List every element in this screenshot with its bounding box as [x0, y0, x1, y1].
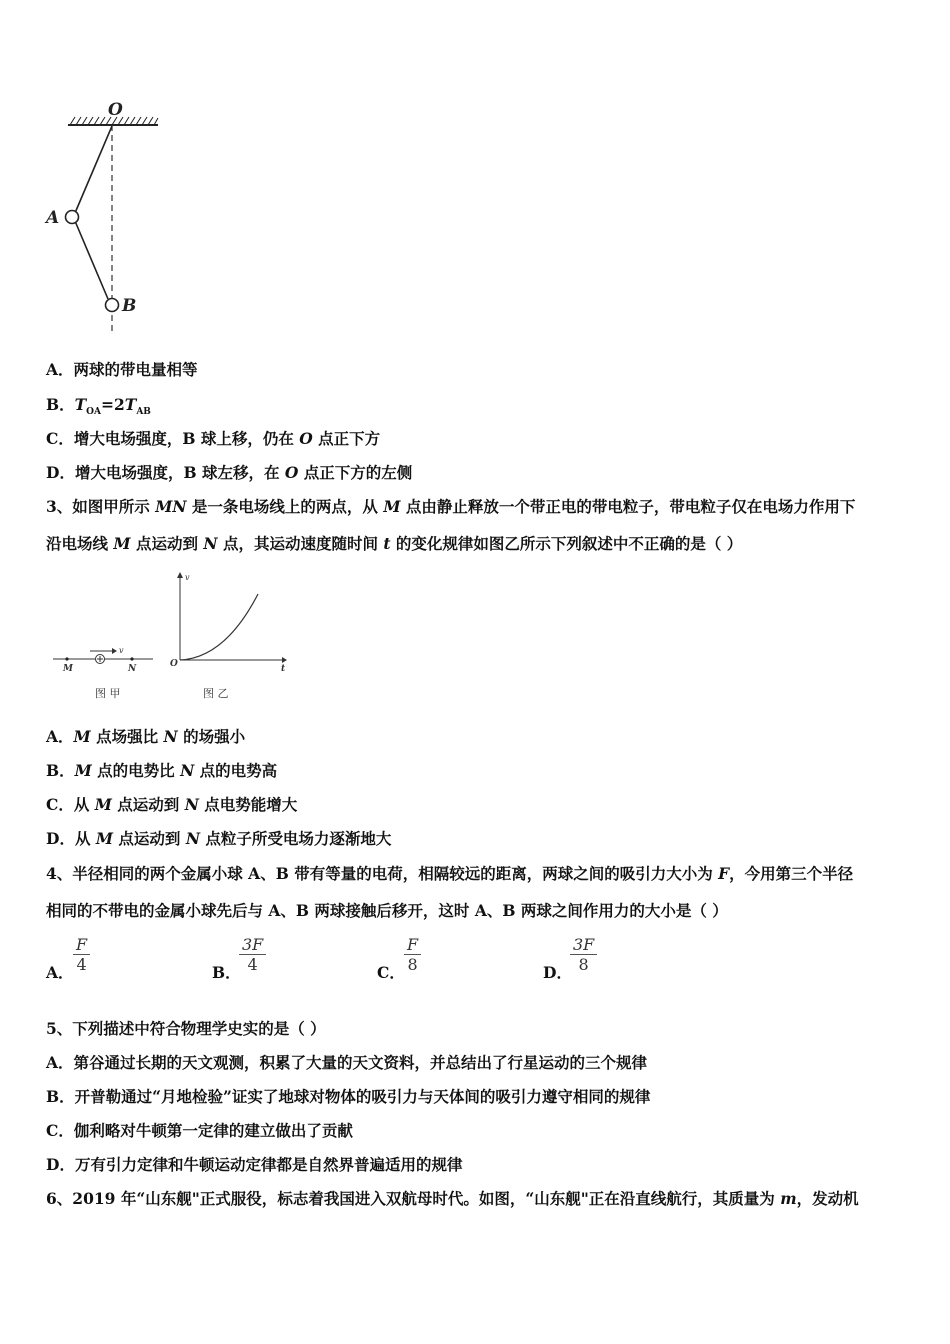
q2-option-b — [46, 395, 151, 422]
q5-stem: 5、下列描述中符合物理学史实的是（ ） — [46, 1019, 326, 1038]
label-b: B — [122, 296, 137, 316]
q2-d-o: O — [284, 463, 299, 482]
q4-option-a-label: A． — [46, 963, 74, 982]
q2-c-post: 点正下方 — [312, 429, 381, 448]
q3-c-2: 点运动到 — [111, 795, 185, 814]
q6-post: ，发动机 — [796, 1189, 859, 1208]
yi-label-t: t — [281, 664, 286, 674]
q2-c-pre: C．增大电场强度，B 球上移，仍在 — [46, 429, 300, 448]
q4-a-den: 4 — [76, 955, 87, 974]
jia-label-n: N — [128, 664, 137, 674]
q3-d-2: 点运动到 — [113, 829, 186, 848]
q3-l2-n: N — [203, 534, 218, 553]
q2-b-prefix: B． — [46, 395, 75, 414]
q3-option-a — [46, 727, 245, 747]
q3-b-1: M — [74, 761, 92, 780]
q6-pre: 6、2019 年“山东舰"正式服役，标志着我国进入双航母时代。如图，“山东舰"正在沿直线航行，其质量为 — [46, 1189, 781, 1208]
q3-option-b — [46, 761, 277, 781]
q3-b-0: B． — [46, 761, 75, 780]
q4-stem-line2: 相同的不带电的金属小球先后与 A、B 两球接触后移开，这时 A、B 两球之间作用力的大小是（ ） — [46, 901, 728, 920]
q3-a-0: A． — [46, 727, 74, 746]
q2-option-a: A．两球的带电量相等 — [46, 360, 198, 379]
q3-option-d — [46, 829, 391, 849]
yi-label-v: v — [185, 573, 190, 582]
q6-m: m — [780, 1189, 797, 1208]
q2-b-sub2: AB — [136, 407, 151, 418]
q4-b-num: 3F — [239, 935, 266, 955]
figure-yi — [165, 568, 290, 705]
q3-stem-line2 — [46, 534, 742, 554]
q3-d-3: N — [185, 829, 200, 848]
label-o: O — [108, 100, 123, 120]
q4-d-num: 3F — [570, 935, 597, 955]
q3-l2-mid: 点运动到 — [130, 534, 204, 553]
q3-b-3: N — [180, 761, 195, 780]
q4-l1-f: F — [718, 864, 730, 883]
q3-a-2: 点场强比 — [90, 727, 164, 746]
q3-d-1: M — [95, 829, 114, 848]
q4-l1-pre: 4、半径相同的两个金属小球 A、B 带有等量的电荷，相隔较远的距离，两球之间的吸引力大小为 — [46, 864, 719, 883]
q3-l2-m: M — [113, 534, 131, 553]
yi-label-o: O — [170, 659, 178, 669]
jia-label-m: M — [63, 664, 73, 674]
q4-a-num: F — [73, 935, 90, 955]
q3-c-4: 点电势能增大 — [198, 795, 298, 814]
q4-option-b-label: B． — [212, 963, 241, 982]
q2-option-d — [46, 463, 412, 483]
q4-c-den: 8 — [407, 955, 418, 974]
q2-d-post: 点正下方的左侧 — [298, 463, 413, 482]
q3-a-3: N — [163, 727, 178, 746]
jia-label-v: v — [119, 646, 124, 655]
q3-l2-pre: 沿电场线 — [46, 534, 114, 553]
q5-option-d: D．万有引力定律和牛顿运动定律都是自然界普遍适用的规律 — [46, 1155, 463, 1174]
q2-b-mid: =2 — [100, 395, 125, 414]
q3-c-1: M — [94, 795, 112, 814]
q3-l1-mn: MN — [155, 497, 187, 516]
q6-stem — [46, 1189, 859, 1209]
q5-option-b: B．开普勒通过“月地检验”证实了地球对物体的吸引力与天体间的吸引力遵守相同的规律 — [46, 1087, 651, 1106]
figure-jia — [50, 640, 160, 705]
pendulum-figure — [40, 95, 170, 340]
q3-a-4: 的场强小 — [177, 727, 246, 746]
q3-b-2: 点的电势比 — [91, 761, 181, 780]
q3-option-c — [46, 795, 297, 815]
q3-a-1: M — [73, 727, 91, 746]
q2-b-t2: T — [124, 395, 137, 414]
q5-option-c: C．伽利略对牛顿第一定律的建立做出了贡献 — [46, 1121, 353, 1140]
q2-option-c — [46, 429, 380, 449]
q4-c-num: F — [404, 935, 421, 955]
q4-option-a-fraction — [73, 935, 90, 974]
q3-b-4: 点的电势高 — [194, 761, 278, 780]
q3-stem-line1 — [46, 497, 855, 517]
q4-l1-post: ，今用第三个半径 — [729, 864, 854, 883]
q4-option-c-label: C． — [377, 963, 405, 982]
q2-c-o: O — [299, 429, 313, 448]
q4-d-den: 8 — [578, 955, 589, 974]
q3-l2-post: 的变化规律如图乙所示下列叙述中不正确的是（ ） — [390, 534, 743, 553]
q5-option-a: A．第谷通过长期的天文观测，积累了大量的天文资料，并总结出了行星运动的三个规律 — [46, 1053, 648, 1072]
q3-c-3: N — [184, 795, 199, 814]
q3-l1-mid: 是一条电场线上的两点，从 — [186, 497, 384, 516]
q4-stem-line1 — [46, 864, 853, 884]
q4-b-den: 4 — [247, 955, 258, 974]
q3-d-0: D．从 — [46, 829, 96, 848]
q3-l2-mid2: 点，其运动速度随时间 — [217, 534, 384, 553]
q4-option-d-fraction — [570, 935, 597, 974]
q4-option-c-fraction — [404, 935, 421, 974]
q3-l1-m: M — [383, 497, 401, 516]
label-a: A — [46, 208, 60, 228]
q3-l2-t: t — [383, 534, 391, 553]
q3-d-4: 点粒子所受电场力逐渐地大 — [199, 829, 392, 848]
q4-option-b-fraction — [239, 935, 266, 974]
jia-caption: 图 甲 — [95, 687, 121, 700]
q2-d-pre: D．增大电场强度，B 球左移，在 — [46, 463, 285, 482]
q4-option-d-label: D． — [543, 963, 572, 982]
q2-b-t1: T — [74, 395, 87, 414]
q2-b-sub1: OA — [86, 407, 101, 418]
q3-c-0: C．从 — [46, 795, 95, 814]
yi-caption: 图 乙 — [203, 687, 229, 700]
q3-l1-post: 点由静止释放一个带正电的带电粒子，带电粒子仅在电场力作用下 — [400, 497, 856, 516]
q3-l1-pre: 3、如图甲所示 — [46, 497, 156, 516]
